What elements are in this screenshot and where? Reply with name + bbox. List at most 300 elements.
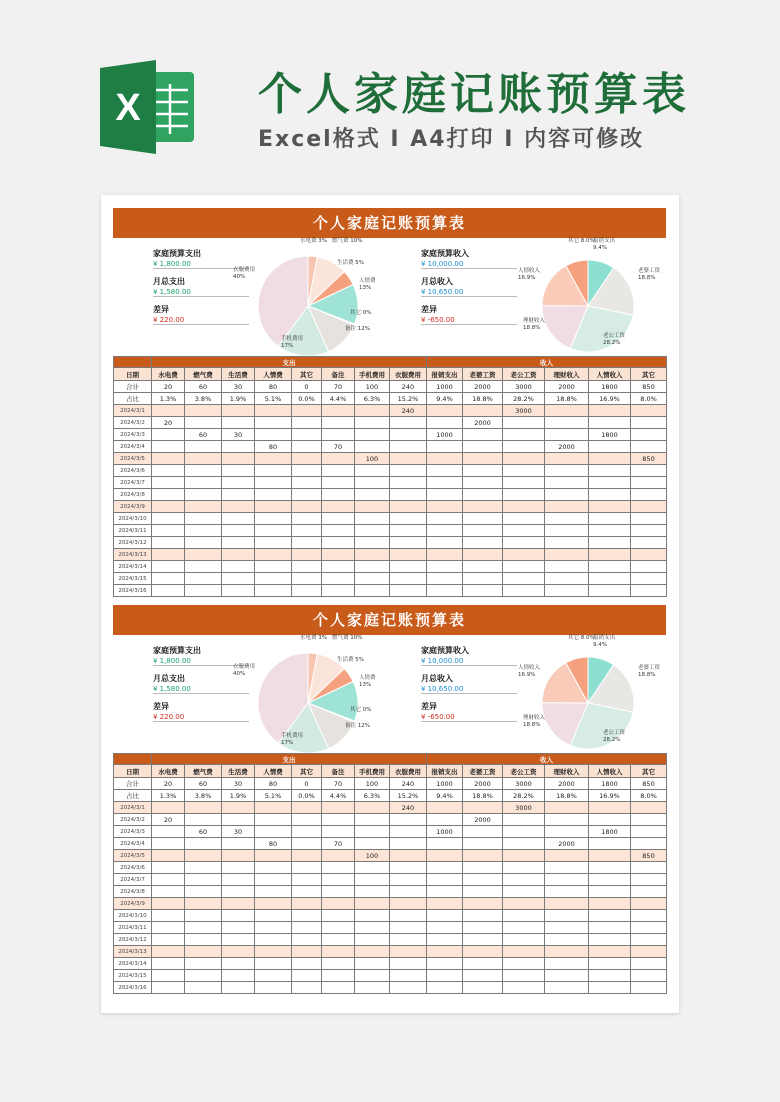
table-cell[interactable]: [255, 826, 292, 838]
table-cell[interactable]: [631, 898, 667, 910]
table-cell[interactable]: [292, 465, 322, 477]
table-cell[interactable]: [322, 814, 355, 826]
table-cell[interactable]: [503, 561, 545, 573]
table-cell[interactable]: [463, 970, 503, 982]
table-cell[interactable]: [503, 465, 545, 477]
table-cell[interactable]: [355, 417, 390, 429]
table-cell[interactable]: [589, 561, 631, 573]
table-cell[interactable]: [292, 441, 322, 453]
table-cell[interactable]: [545, 429, 589, 441]
table-cell[interactable]: [292, 501, 322, 513]
table-cell[interactable]: [503, 910, 545, 922]
table-cell[interactable]: 240: [390, 778, 427, 790]
table-cell[interactable]: [589, 549, 631, 561]
table-cell[interactable]: [545, 561, 589, 573]
table-cell[interactable]: 100: [355, 453, 390, 465]
table-cell[interactable]: [222, 802, 255, 814]
table-cell[interactable]: [463, 958, 503, 970]
table-cell[interactable]: [292, 850, 322, 862]
table-cell[interactable]: [427, 802, 463, 814]
table-cell[interactable]: [390, 417, 427, 429]
table-cell[interactable]: [355, 958, 390, 970]
table-cell[interactable]: [463, 429, 503, 441]
table-cell[interactable]: [292, 525, 322, 537]
table-cell[interactable]: 8.0%: [631, 790, 667, 802]
table-cell[interactable]: [589, 441, 631, 453]
table-cell[interactable]: [427, 585, 463, 597]
table-cell[interactable]: 1.9%: [222, 393, 255, 405]
table-cell[interactable]: 3000: [503, 405, 545, 417]
table-cell[interactable]: [545, 982, 589, 994]
table-cell[interactable]: [503, 549, 545, 561]
table-cell[interactable]: 1000: [427, 778, 463, 790]
table-cell[interactable]: 0.0%: [292, 393, 322, 405]
table-cell[interactable]: [292, 585, 322, 597]
table-cell[interactable]: [545, 814, 589, 826]
table-cell[interactable]: [503, 525, 545, 537]
table-cell[interactable]: [152, 862, 185, 874]
table-cell[interactable]: 60: [185, 778, 222, 790]
table-cell[interactable]: 1.3%: [152, 790, 185, 802]
table-cell[interactable]: [631, 405, 667, 417]
table-cell[interactable]: [292, 561, 322, 573]
table-cell[interactable]: 5.1%: [255, 790, 292, 802]
table-cell[interactable]: [355, 946, 390, 958]
table-cell[interactable]: [390, 501, 427, 513]
table-cell[interactable]: 15.2%: [390, 790, 427, 802]
table-cell[interactable]: [390, 465, 427, 477]
table-cell[interactable]: 850: [631, 381, 667, 393]
table-cell[interactable]: 2000: [545, 838, 589, 850]
table-cell[interactable]: 240: [390, 405, 427, 417]
table-cell[interactable]: [545, 910, 589, 922]
table-cell[interactable]: [322, 862, 355, 874]
table-cell[interactable]: [589, 910, 631, 922]
table-cell[interactable]: [255, 501, 292, 513]
table-cell[interactable]: [255, 958, 292, 970]
table-cell[interactable]: [355, 573, 390, 585]
table-cell[interactable]: [322, 802, 355, 814]
table-cell[interactable]: 100: [355, 850, 390, 862]
table-cell[interactable]: 60: [185, 826, 222, 838]
table-cell[interactable]: [355, 429, 390, 441]
table-cell[interactable]: [222, 489, 255, 501]
table-cell[interactable]: [255, 489, 292, 501]
table-cell[interactable]: [152, 405, 185, 417]
table-cell[interactable]: [185, 441, 222, 453]
table-cell[interactable]: [185, 838, 222, 850]
table-cell[interactable]: [355, 898, 390, 910]
table-cell[interactable]: [292, 886, 322, 898]
table-cell[interactable]: [152, 982, 185, 994]
table-cell[interactable]: 30: [222, 429, 255, 441]
table-cell[interactable]: [427, 465, 463, 477]
table-cell[interactable]: [222, 561, 255, 573]
table-cell[interactable]: [322, 886, 355, 898]
table-cell[interactable]: [427, 501, 463, 513]
table-cell[interactable]: [255, 477, 292, 489]
table-cell[interactable]: 15.2%: [390, 393, 427, 405]
table-cell[interactable]: [322, 982, 355, 994]
table-cell[interactable]: [427, 814, 463, 826]
table-cell[interactable]: [545, 489, 589, 501]
table-cell[interactable]: [355, 489, 390, 501]
table-cell[interactable]: [427, 441, 463, 453]
table-cell[interactable]: 16.9%: [589, 393, 631, 405]
table-cell[interactable]: [322, 922, 355, 934]
table-cell[interactable]: [427, 525, 463, 537]
table-cell[interactable]: [292, 453, 322, 465]
table-cell[interactable]: [255, 934, 292, 946]
table-cell[interactable]: [322, 934, 355, 946]
table-cell[interactable]: [222, 549, 255, 561]
table-cell[interactable]: [427, 513, 463, 525]
table-cell[interactable]: [631, 946, 667, 958]
table-cell[interactable]: [589, 874, 631, 886]
table-cell[interactable]: [545, 946, 589, 958]
table-cell[interactable]: 18.8%: [545, 790, 589, 802]
table-cell[interactable]: [222, 910, 255, 922]
table-cell[interactable]: [322, 453, 355, 465]
table-cell[interactable]: 1000: [427, 381, 463, 393]
table-cell[interactable]: [503, 513, 545, 525]
table-cell[interactable]: [255, 561, 292, 573]
table-cell[interactable]: [222, 453, 255, 465]
table-cell[interactable]: 240: [390, 802, 427, 814]
table-cell[interactable]: [222, 982, 255, 994]
table-cell[interactable]: [355, 814, 390, 826]
table-cell[interactable]: [545, 417, 589, 429]
table-cell[interactable]: [390, 826, 427, 838]
table-cell[interactable]: [631, 417, 667, 429]
table-cell[interactable]: 6.3%: [355, 393, 390, 405]
table-cell[interactable]: [222, 838, 255, 850]
table-cell[interactable]: [503, 958, 545, 970]
table-cell[interactable]: [589, 489, 631, 501]
table-cell[interactable]: 100: [355, 778, 390, 790]
table-cell[interactable]: [322, 429, 355, 441]
table-cell[interactable]: [427, 850, 463, 862]
table-cell[interactable]: [185, 862, 222, 874]
table-cell[interactable]: [427, 537, 463, 549]
table-cell[interactable]: [589, 477, 631, 489]
table-cell[interactable]: [322, 417, 355, 429]
table-cell[interactable]: [427, 874, 463, 886]
table-cell[interactable]: 1000: [427, 826, 463, 838]
table-cell[interactable]: [503, 838, 545, 850]
table-cell[interactable]: [255, 417, 292, 429]
table-cell[interactable]: [631, 922, 667, 934]
table-cell[interactable]: [545, 886, 589, 898]
table-cell[interactable]: [503, 585, 545, 597]
table-cell[interactable]: [255, 970, 292, 982]
table-cell[interactable]: 2000: [545, 381, 589, 393]
table-cell[interactable]: [255, 465, 292, 477]
table-cell[interactable]: [185, 453, 222, 465]
table-cell[interactable]: [503, 850, 545, 862]
table-cell[interactable]: 8.0%: [631, 393, 667, 405]
table-cell[interactable]: [545, 922, 589, 934]
table-cell[interactable]: [222, 874, 255, 886]
table-cell[interactable]: [292, 922, 322, 934]
table-cell[interactable]: [322, 501, 355, 513]
table-cell[interactable]: [390, 898, 427, 910]
table-cell[interactable]: [631, 874, 667, 886]
table-cell[interactable]: [292, 405, 322, 417]
table-cell[interactable]: [631, 982, 667, 994]
table-cell[interactable]: [503, 982, 545, 994]
table-cell[interactable]: [292, 573, 322, 585]
table-cell[interactable]: [503, 898, 545, 910]
table-cell[interactable]: [545, 501, 589, 513]
table-cell[interactable]: [322, 874, 355, 886]
table-cell[interactable]: [463, 585, 503, 597]
table-cell[interactable]: [631, 970, 667, 982]
table-cell[interactable]: [185, 850, 222, 862]
table-cell[interactable]: [463, 898, 503, 910]
table-cell[interactable]: [322, 513, 355, 525]
table-cell[interactable]: [503, 441, 545, 453]
table-cell[interactable]: [631, 465, 667, 477]
table-cell[interactable]: [589, 802, 631, 814]
table-cell[interactable]: [631, 826, 667, 838]
table-cell[interactable]: 3000: [503, 802, 545, 814]
table-cell[interactable]: [355, 982, 390, 994]
table-cell[interactable]: [152, 477, 185, 489]
table-cell[interactable]: 30: [222, 778, 255, 790]
table-cell[interactable]: [631, 585, 667, 597]
table-cell[interactable]: [222, 886, 255, 898]
table-cell[interactable]: [631, 573, 667, 585]
table-cell[interactable]: [545, 573, 589, 585]
table-cell[interactable]: [322, 549, 355, 561]
table-cell[interactable]: [322, 477, 355, 489]
table-cell[interactable]: [255, 525, 292, 537]
table-cell[interactable]: [355, 441, 390, 453]
table-cell[interactable]: [427, 405, 463, 417]
table-cell[interactable]: [390, 850, 427, 862]
table-cell[interactable]: [589, 465, 631, 477]
table-cell[interactable]: [390, 982, 427, 994]
table-cell[interactable]: [292, 838, 322, 850]
table-cell[interactable]: 3.8%: [185, 790, 222, 802]
table-cell[interactable]: [322, 585, 355, 597]
table-cell[interactable]: [292, 513, 322, 525]
table-cell[interactable]: 4.4%: [322, 790, 355, 802]
table-cell[interactable]: [631, 441, 667, 453]
table-cell[interactable]: 16.9%: [589, 790, 631, 802]
table-cell[interactable]: [322, 465, 355, 477]
table-cell[interactable]: [255, 814, 292, 826]
table-cell[interactable]: 2000: [463, 417, 503, 429]
table-cell[interactable]: [503, 862, 545, 874]
table-cell[interactable]: [222, 513, 255, 525]
table-cell[interactable]: [322, 970, 355, 982]
table-cell[interactable]: [152, 802, 185, 814]
table-cell[interactable]: 18.8%: [463, 790, 503, 802]
table-cell[interactable]: [292, 417, 322, 429]
table-cell[interactable]: [185, 898, 222, 910]
table-cell[interactable]: [390, 525, 427, 537]
table-cell[interactable]: 3000: [503, 381, 545, 393]
table-cell[interactable]: 28.2%: [503, 790, 545, 802]
table-cell[interactable]: [390, 561, 427, 573]
table-cell[interactable]: 80: [255, 441, 292, 453]
table-cell[interactable]: [427, 946, 463, 958]
table-cell[interactable]: [185, 477, 222, 489]
table-cell[interactable]: [222, 477, 255, 489]
table-cell[interactable]: [427, 922, 463, 934]
table-cell[interactable]: [589, 958, 631, 970]
table-cell[interactable]: [390, 441, 427, 453]
table-cell[interactable]: [589, 573, 631, 585]
table-cell[interactable]: [255, 513, 292, 525]
table-cell[interactable]: [222, 573, 255, 585]
table-cell[interactable]: [152, 573, 185, 585]
table-cell[interactable]: [631, 910, 667, 922]
table-cell[interactable]: [185, 886, 222, 898]
table-cell[interactable]: [463, 465, 503, 477]
table-cell[interactable]: [222, 850, 255, 862]
table-cell[interactable]: [390, 429, 427, 441]
table-cell[interactable]: [222, 862, 255, 874]
table-cell[interactable]: [185, 525, 222, 537]
table-cell[interactable]: [185, 465, 222, 477]
table-cell[interactable]: [152, 898, 185, 910]
table-cell[interactable]: [152, 958, 185, 970]
table-cell[interactable]: [222, 537, 255, 549]
table-cell[interactable]: [427, 958, 463, 970]
table-cell[interactable]: 60: [185, 381, 222, 393]
table-cell[interactable]: [322, 489, 355, 501]
table-cell[interactable]: [390, 489, 427, 501]
table-cell[interactable]: [545, 513, 589, 525]
table-cell[interactable]: [185, 405, 222, 417]
table-cell[interactable]: [427, 886, 463, 898]
table-cell[interactable]: 0.0%: [292, 790, 322, 802]
table-cell[interactable]: [631, 838, 667, 850]
table-cell[interactable]: [355, 405, 390, 417]
table-cell[interactable]: [222, 946, 255, 958]
table-cell[interactable]: [589, 417, 631, 429]
table-cell[interactable]: [463, 549, 503, 561]
table-cell[interactable]: [185, 561, 222, 573]
table-cell[interactable]: [222, 970, 255, 982]
table-cell[interactable]: [322, 405, 355, 417]
table-cell[interactable]: [631, 537, 667, 549]
table-cell[interactable]: [390, 537, 427, 549]
table-cell[interactable]: [463, 910, 503, 922]
table-cell[interactable]: 28.2%: [503, 393, 545, 405]
table-cell[interactable]: [152, 874, 185, 886]
table-cell[interactable]: [355, 874, 390, 886]
table-cell[interactable]: [631, 814, 667, 826]
table-cell[interactable]: 2000: [463, 814, 503, 826]
table-cell[interactable]: [503, 874, 545, 886]
table-cell[interactable]: [222, 585, 255, 597]
table-cell[interactable]: [390, 910, 427, 922]
table-cell[interactable]: [545, 465, 589, 477]
table-cell[interactable]: [463, 826, 503, 838]
table-cell[interactable]: [255, 898, 292, 910]
table-cell[interactable]: [255, 922, 292, 934]
table-cell[interactable]: 70: [322, 381, 355, 393]
table-cell[interactable]: [255, 874, 292, 886]
table-cell[interactable]: [589, 934, 631, 946]
table-cell[interactable]: [503, 477, 545, 489]
table-cell[interactable]: [589, 453, 631, 465]
table-cell[interactable]: [545, 874, 589, 886]
table-cell[interactable]: [463, 453, 503, 465]
table-cell[interactable]: [292, 982, 322, 994]
table-cell[interactable]: 5.1%: [255, 393, 292, 405]
table-cell[interactable]: [463, 886, 503, 898]
table-cell[interactable]: [631, 561, 667, 573]
table-cell[interactable]: [427, 477, 463, 489]
table-cell[interactable]: [463, 573, 503, 585]
table-cell[interactable]: [152, 922, 185, 934]
table-cell[interactable]: [152, 970, 185, 982]
table-cell[interactable]: [152, 525, 185, 537]
table-cell[interactable]: [427, 453, 463, 465]
table-cell[interactable]: [545, 537, 589, 549]
table-cell[interactable]: 2000: [463, 778, 503, 790]
table-cell[interactable]: [152, 429, 185, 441]
table-cell[interactable]: [589, 838, 631, 850]
table-cell[interactable]: [355, 525, 390, 537]
table-cell[interactable]: [589, 898, 631, 910]
table-cell[interactable]: [322, 898, 355, 910]
table-cell[interactable]: [589, 501, 631, 513]
table-cell[interactable]: [463, 922, 503, 934]
table-cell[interactable]: [503, 429, 545, 441]
table-cell[interactable]: [390, 958, 427, 970]
table-cell[interactable]: [152, 513, 185, 525]
table-cell[interactable]: [589, 982, 631, 994]
table-cell[interactable]: [185, 814, 222, 826]
table-cell[interactable]: [222, 417, 255, 429]
table-cell[interactable]: [545, 862, 589, 874]
table-cell[interactable]: [631, 477, 667, 489]
table-cell[interactable]: [631, 489, 667, 501]
table-cell[interactable]: [152, 561, 185, 573]
table-cell[interactable]: [545, 934, 589, 946]
table-cell[interactable]: [589, 405, 631, 417]
table-cell[interactable]: [292, 826, 322, 838]
table-cell[interactable]: 4.4%: [322, 393, 355, 405]
table-cell[interactable]: [545, 802, 589, 814]
table-cell[interactable]: [355, 910, 390, 922]
table-cell[interactable]: [185, 513, 222, 525]
table-cell[interactable]: [355, 513, 390, 525]
table-cell[interactable]: [255, 910, 292, 922]
table-cell[interactable]: [463, 838, 503, 850]
table-cell[interactable]: [503, 453, 545, 465]
table-cell[interactable]: [292, 814, 322, 826]
table-cell[interactable]: [185, 874, 222, 886]
table-cell[interactable]: 100: [355, 381, 390, 393]
table-cell[interactable]: [292, 874, 322, 886]
table-cell[interactable]: [292, 910, 322, 922]
table-cell[interactable]: [427, 489, 463, 501]
table-cell[interactable]: [463, 501, 503, 513]
table-cell[interactable]: [631, 429, 667, 441]
table-cell[interactable]: [255, 585, 292, 597]
table-cell[interactable]: 3000: [503, 778, 545, 790]
table-cell[interactable]: 80: [255, 838, 292, 850]
table-cell[interactable]: [185, 537, 222, 549]
table-cell[interactable]: [589, 862, 631, 874]
